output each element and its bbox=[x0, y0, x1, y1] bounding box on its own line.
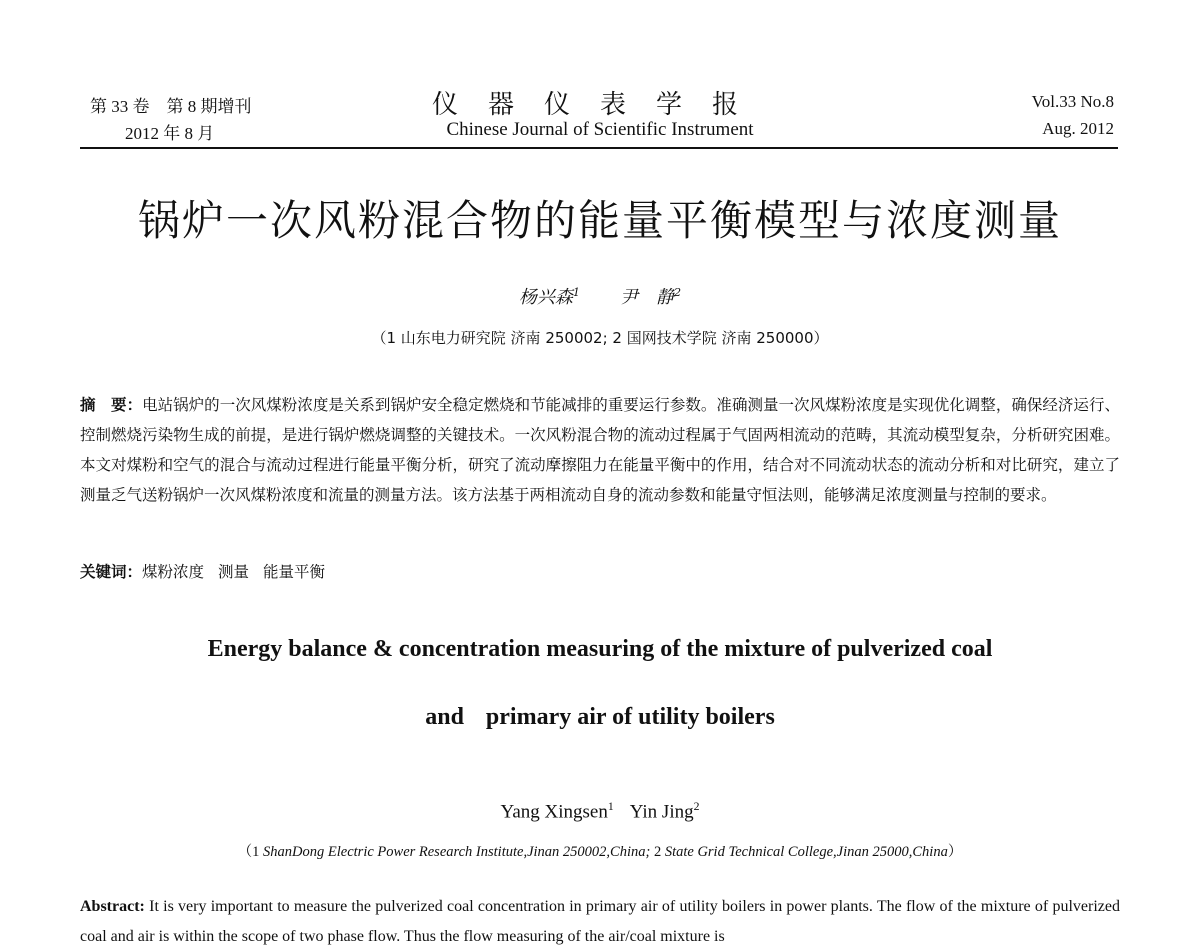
affiliation-cn: （1 山东电力研究院 济南 250002; 2 国网技术学院 济南 250000） bbox=[371, 329, 829, 347]
header-date-cn: 2012 年 8 月 bbox=[125, 124, 215, 143]
author-2-en-affil-mark: 2 bbox=[693, 800, 700, 813]
paper-title-en-line1: Energy balance & concentration measuring of the mixture of pulverized coal bbox=[207, 636, 993, 662]
author-1-en: Yang Xingsen bbox=[500, 801, 608, 823]
affiliation-en-open: （ bbox=[237, 844, 253, 860]
paper-title-cn: 锅炉一次风粉混合物的能量平衡模型与浓度测量 bbox=[137, 196, 1062, 245]
authors-cn bbox=[0, 283, 1200, 309]
author-1-en-affil-mark: 1 bbox=[607, 800, 614, 813]
author-2-en: Yin Jing bbox=[629, 801, 694, 823]
keywords-cn bbox=[80, 560, 1120, 582]
abstract-cn-text: 电站锅炉的一次风煤粉浓度是关系到锅炉安全稳定燃烧和节能减排的重要运行参数。准确测量一次风煤粉浓度是实现优化调整，确保经济运行、控制燃烧污染物生成的前提，是进行锅炉燃烧调整的关键技术。一次风粉混合物的流动过程属于气固两相流动的范畴，其流动模型复杂，分析研究困难。本文对煤粉和空气的混合与流动过程进行能量平衡分析，研究了流动摩擦阻力在能量平衡中的作用，结合对不同流动状态的流动分析和对比研究，建立了测量乏气送粉锅炉一次风煤粉浓度和流量的测量方法。该方法基于两相流动自身的流动参数和能量守恒法则，能够满足浓度测量与控制的要求。 bbox=[80, 396, 1120, 504]
abstract-cn bbox=[80, 390, 1120, 510]
keyword-1-cn: 煤粉浓度 bbox=[142, 563, 205, 581]
abstract-cn-label: 摘 要： bbox=[80, 396, 143, 414]
paper-title-en-line2-b: primary air of utility boilers bbox=[485, 704, 775, 730]
affiliation-en-inst-2: State Grid Technical College,Jinan 25000,China bbox=[664, 844, 948, 860]
authors-en bbox=[0, 800, 1200, 823]
abstract-en-text: It is very important to measure the pulverized coal concentration in primary air of utility boilers in power plants. The flow of the mixture of pulverized coal and air is within the scope of two phase flow. Thus the flow measuring of the air/coal mixture is bbox=[80, 898, 1121, 945]
journal-name-en: Chinese Journal of Scientific Instrument bbox=[446, 119, 754, 140]
author-2-cn-affil-mark: 2 bbox=[674, 286, 682, 299]
abstract-en bbox=[80, 892, 1120, 952]
journal-name-cn: 仪器仪表学报 bbox=[431, 90, 768, 120]
paper-title-en-line2 bbox=[0, 704, 1200, 731]
keywords-cn-label: 关键词： bbox=[80, 563, 143, 581]
author-2-cn: 尹 静 bbox=[620, 287, 674, 308]
author-1-cn: 杨兴森 bbox=[518, 287, 573, 308]
abstract-en-label: Abstract: bbox=[80, 898, 145, 915]
header-rule bbox=[80, 147, 1118, 149]
header-date-en: Aug. 2012 bbox=[1042, 119, 1114, 138]
keyword-2-cn: 测量 bbox=[218, 563, 250, 581]
affiliation-en-inst-1: ShanDong Electric Power Research Institute,Jinan 250002,China; bbox=[263, 844, 654, 860]
keyword-3-cn: 能量平衡 bbox=[263, 563, 326, 581]
affiliation-en-num-1: 1 bbox=[252, 844, 264, 860]
affiliation-en bbox=[0, 840, 1200, 861]
paper-title-en-line2-a: and bbox=[425, 704, 464, 730]
affiliation-en-num-2: 2 bbox=[653, 844, 665, 860]
author-1-cn-affil-mark: 1 bbox=[572, 286, 580, 299]
affiliation-en-close: ） bbox=[947, 844, 963, 860]
header-volume-en: Vol.33 No.8 bbox=[1031, 92, 1114, 111]
header-volume-cn: 第 33 卷 第 8 期增刊 bbox=[90, 97, 252, 116]
